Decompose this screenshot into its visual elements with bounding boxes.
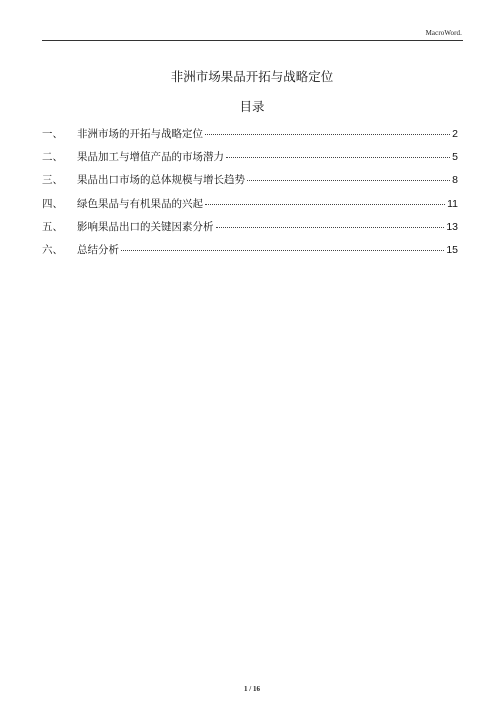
toc-entry-page: 2 — [452, 128, 458, 140]
page-indicator: 1 / 16 — [244, 685, 260, 693]
toc-dot-leader — [121, 250, 444, 251]
toc-dot-leader — [216, 227, 445, 228]
toc-entry-number: 六、 — [42, 243, 63, 256]
toc-entry-page: 13 — [446, 220, 458, 233]
toc-entry-title: 非洲市场的开拓与战略定位 — [77, 128, 203, 140]
toc-dot-leader — [205, 134, 450, 135]
toc-entry-title: 影响果品出口的关键因素分析 — [77, 220, 214, 233]
toc-entry-number: 一、 — [42, 128, 63, 140]
toc-entry-title: 果品出口市场的总体规模与增长趋势 — [77, 174, 245, 187]
toc-entry-5[interactable] — [42, 220, 458, 243]
toc-entry-3[interactable] — [42, 173, 458, 196]
toc-dot-leader — [247, 180, 450, 181]
toc-entry-4[interactable] — [42, 197, 458, 220]
toc-dot-leader — [205, 204, 445, 205]
toc-entry-1[interactable] — [42, 127, 458, 150]
toc-heading: 目录 — [239, 99, 265, 114]
header-divider — [42, 40, 463, 41]
header-brand: MacroWord. — [425, 29, 462, 37]
toc-entry-number: 五、 — [42, 220, 63, 233]
toc-entry-number: 三、 — [42, 174, 63, 187]
table-of-contents — [42, 127, 458, 266]
toc-dot-leader — [226, 157, 450, 158]
toc-entry-title: 果品加工与增值产品的市场潜力 — [77, 151, 224, 164]
toc-entry-page: 11 — [447, 197, 458, 210]
toc-entry-number: 二、 — [42, 151, 63, 164]
document-title: 非洲市场果品开拓与战略定位 — [170, 69, 334, 84]
toc-entry-page: 5 — [452, 151, 458, 164]
toc-entry-page: 8 — [452, 174, 458, 187]
toc-entry-title: 总结分析 — [77, 243, 119, 256]
toc-entry-page: 15 — [446, 243, 458, 256]
toc-entry-number: 四、 — [42, 197, 63, 210]
toc-entry-title: 绿色果品与有机果品的兴起 — [77, 197, 203, 210]
toc-entry-6[interactable] — [42, 243, 458, 266]
toc-entry-2[interactable] — [42, 150, 458, 173]
